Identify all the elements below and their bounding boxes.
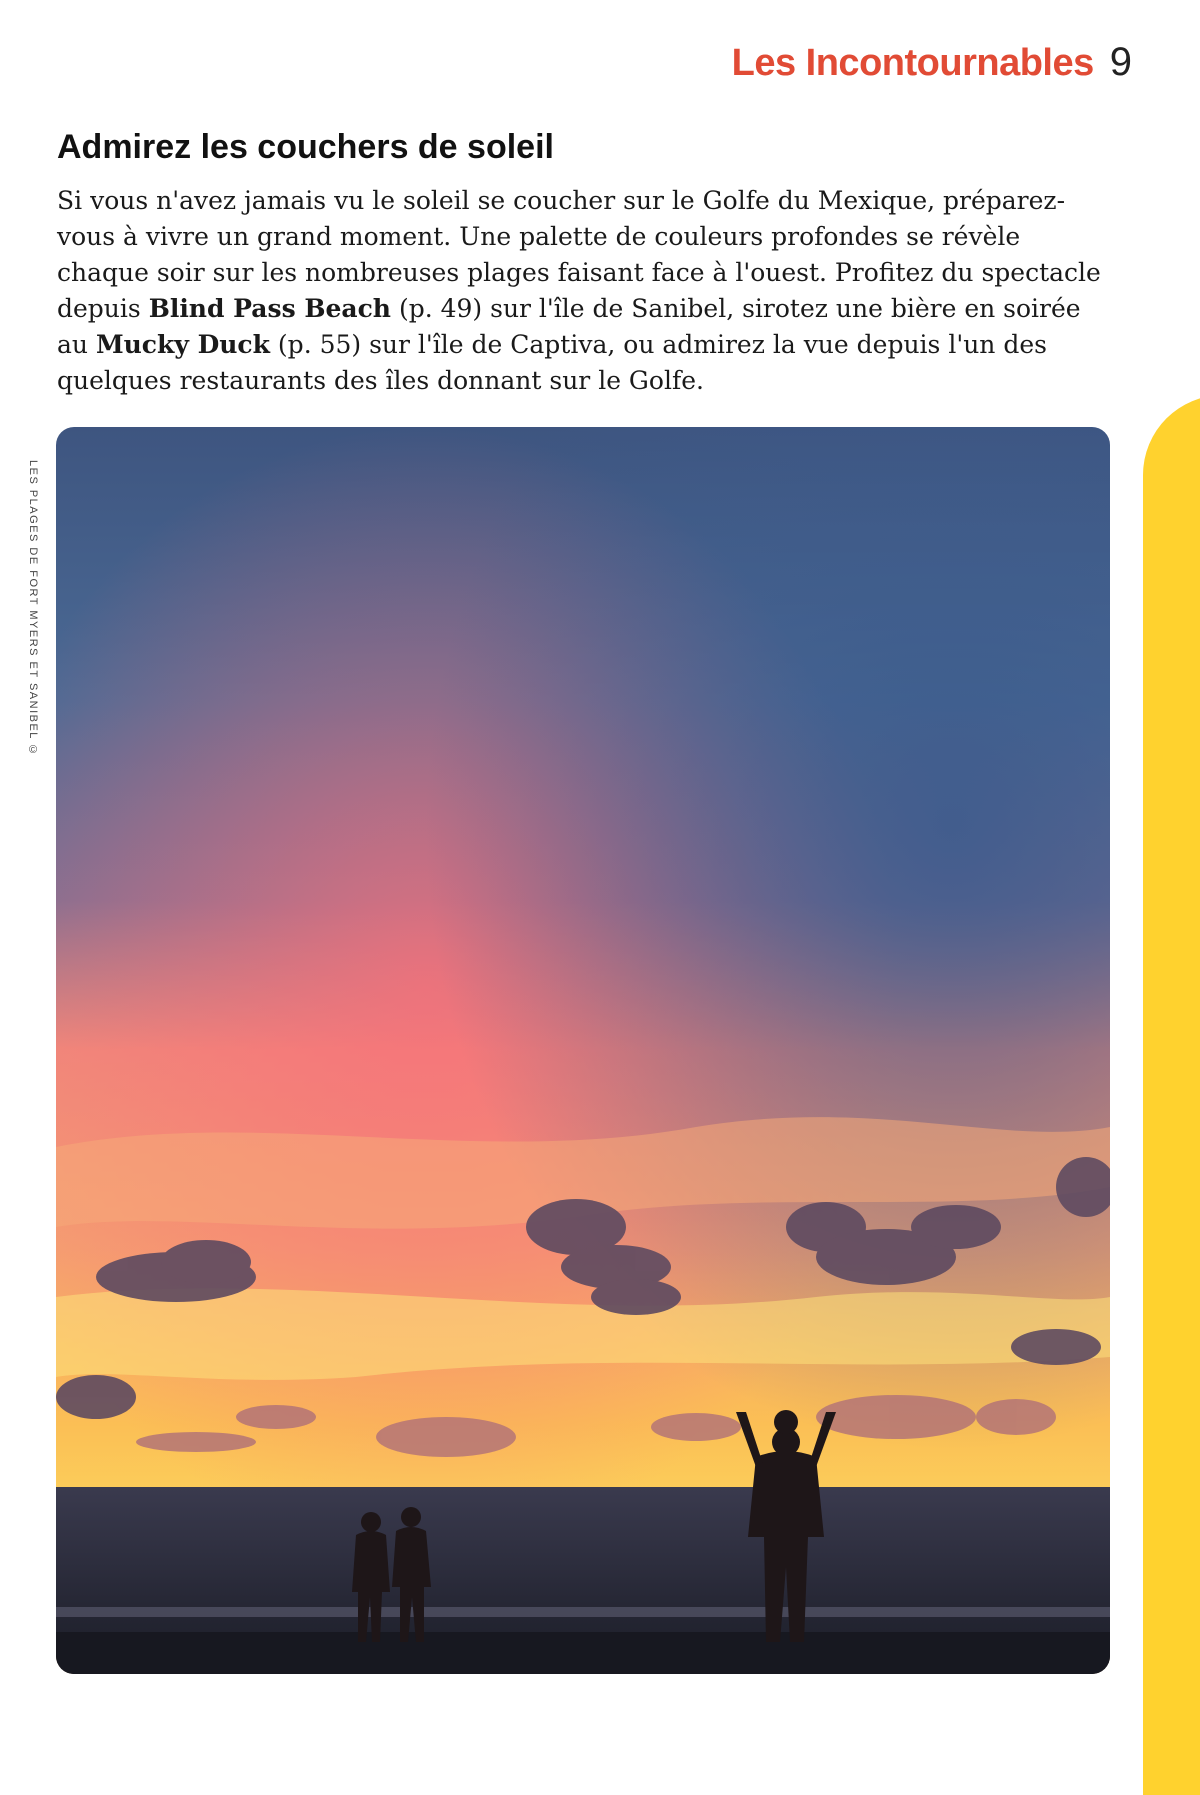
page-header bbox=[732, 40, 1132, 85]
chapter-tab bbox=[1143, 395, 1200, 1795]
photo-credit: LES PLAGES DE FORT MYERS ET SANIBEL © bbox=[27, 460, 39, 758]
section-title: Les Incontournables bbox=[731, 42, 1094, 84]
sunset-photo bbox=[56, 427, 1110, 1674]
body-text-3: (p. 55) sur l'île de Captiva, ou admirez la vue depuis l'un des quelques restaurants des îles donnant sur le Golfe. bbox=[57, 330, 1047, 395]
page-number: 9 bbox=[1109, 40, 1132, 84]
article-body bbox=[57, 183, 1117, 399]
article-heading: Admirez les couchers de soleil bbox=[57, 128, 554, 166]
place-name-blind-pass-beach: Blind Pass Beach bbox=[148, 294, 391, 323]
place-name-mucky-duck: Mucky Duck bbox=[95, 330, 270, 359]
sunset-illustration bbox=[56, 427, 1110, 1674]
body-text-2: (p. 49) sur l'île de Sanibel, sirotez une bière en soirée au bbox=[57, 294, 1081, 359]
body-text-1: Si vous n'avez jamais vu le soleil se coucher sur le Golfe du Mexique, préparez-vous à vivre un grand moment. Une palette de couleurs profondes se révèle chaque soir sur les nombreuses plages faisant face à l'ouest. Profitez du spectacle depuis bbox=[57, 186, 1101, 323]
